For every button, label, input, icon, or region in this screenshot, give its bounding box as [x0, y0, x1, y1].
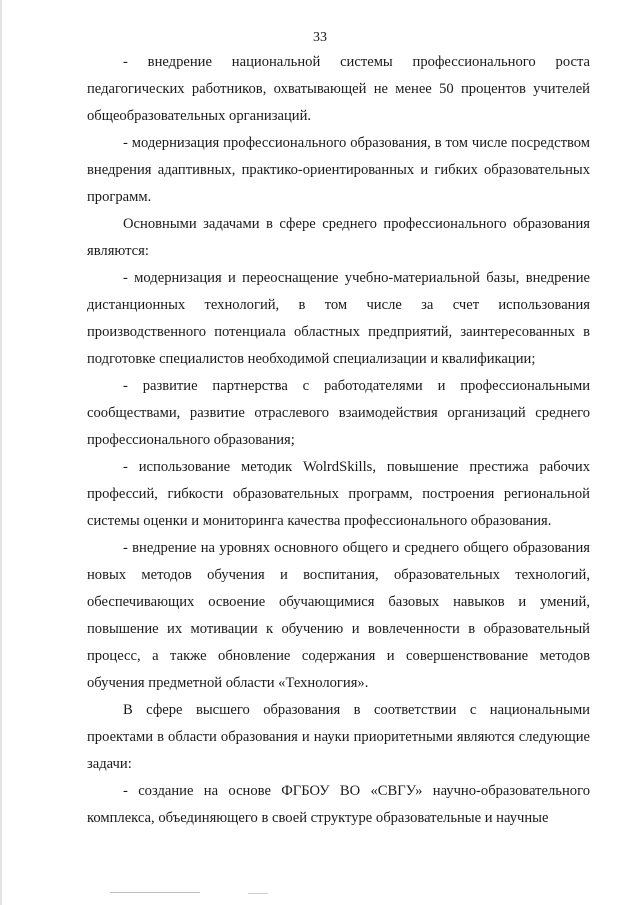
scan-edge [0, 0, 2, 905]
paragraph: В сфере высшего образования в соответствии с национальными проектами в области образования и науки приоритетными являются следующие задачи: [87, 702, 590, 772]
paragraph: - использование методик WolrdSkills, повышение престижа рабочих профессий, гибкости образовательных программ, построения региональной системы оценки и мониторинга качества профессионального образования. [87, 459, 590, 529]
paragraph: - создание на основе ФГБОУ ВО «СВГУ» научно-образовательного комплекса, объединяющего в своей структуре образовательные и научные [87, 783, 590, 826]
scan-artifact-line [248, 893, 268, 894]
paragraph: - модернизация и переоснащение учебно-материальной базы, внедрение дистанционных технологий, в том числе за счет использования производственного потенциала областных предприятий, заинтересованных в подготовке специалистов необходимой специализации и квалификации; [87, 270, 590, 367]
paragraph: - внедрение национальной системы профессионального роста педагогических работников, охватывающей не менее 50 процентов учителей общеобразовательных организаций. [87, 54, 590, 124]
paragraph: - модернизация профессионального образования, в том числе посредством внедрения адаптивных, практико-ориентированных и гибких образовательных программ. [87, 135, 590, 205]
paragraph: - развитие партнерства с работодателями и профессиональными сообществами, развитие отраслевого взаимодействия организаций среднего профессионального образования; [87, 378, 590, 448]
paragraph: Основными задачами в сфере среднего профессионального образования являются: [87, 216, 590, 259]
paragraph: - внедрение на уровнях основного общего и среднего общего образования новых методов обучения и воспитания, образовательных технологий, обеспечивающих освоение обучающимися базовых навыков и умений, повышение их мотивации к обучению и вовлеченности в образовательный процесс, а также обновление содержания и совершенствование методов обучения предметной области «Технология». [87, 540, 590, 691]
scan-artifact-line [110, 892, 200, 893]
body-text [87, 49, 590, 832]
page-number: 33 [313, 30, 327, 45]
